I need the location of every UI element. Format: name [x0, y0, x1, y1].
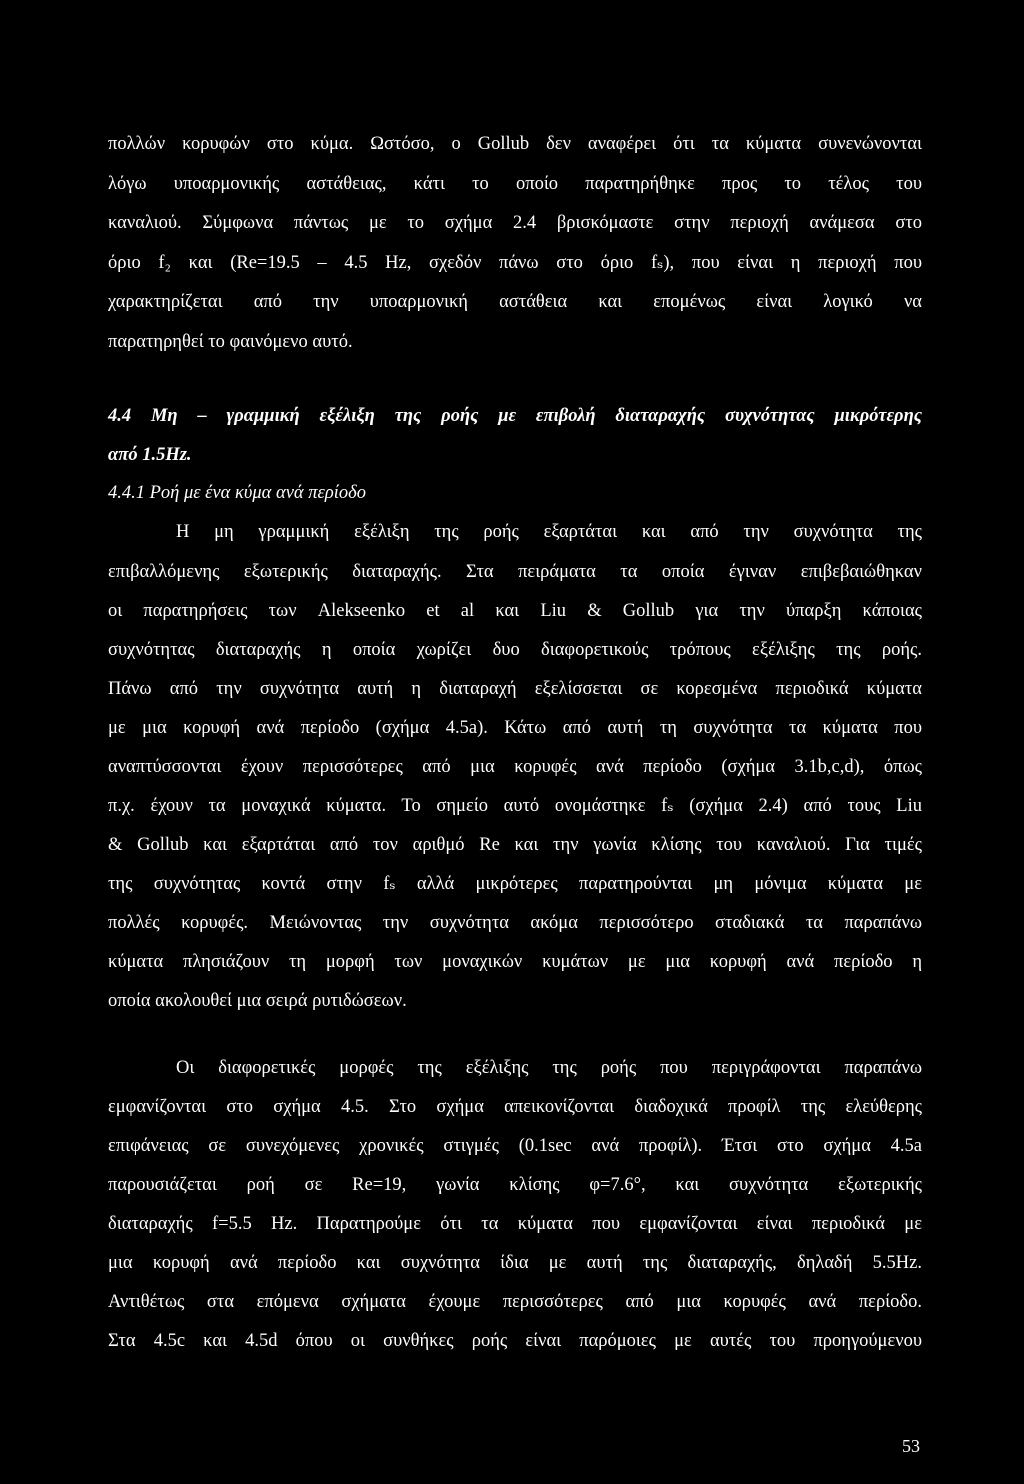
text-line: οι παρατηρήσεις των Alekseenko et al και Liu & Gollub για την ύπαρξη κάποιας	[108, 601, 922, 621]
subsection-heading: 4.4.1 Ροή με ένα κύμα ανά περίοδο	[108, 483, 366, 503]
text-line: Πάνω από την συχνότητα αυτή η διαταραχή εξελίσσεται σε κορεσμένα περιοδικά κύματα	[108, 679, 922, 699]
text-line: κύματα πλησιάζουν τη μορφή των μοναχικών κυμάτων με μια κορυφή ανά περίοδο η	[108, 952, 922, 972]
text-line: συχνότητας διαταραχής η οποία χωρίζει δυο διαφορετικούς τρόπους εξέλιξης της ροής.	[108, 640, 922, 660]
text-line: παρατηρηθεί το φαινόμενο αυτό.	[108, 332, 353, 352]
text-line: επιφάνειας σε συνεχόμενες χρονικές στιγμές (0.1sec ανά προφίλ). Έτσι στο σχήμα 4.5a	[108, 1136, 922, 1156]
text-line: καναλιού. Σύμφωνα πάντως με το σχήμα 2.4 βρισκόμαστε στην περιοχή ανάμεσα στο	[108, 213, 922, 233]
text-line: Οι διαφορετικές μορφές της εξέλιξης της ροής που περιγράφονται παραπάνω	[176, 1058, 922, 1078]
text-line: αναπτύσσονται έχουν περισσότερες από μια κορυφές ανά περίοδο (σχήμα 3.1b,c,d), όπως	[108, 757, 922, 777]
text-line: Στα 4.5c και 4.5d όπου οι συνθήκες ροής είναι παρόμοιες με αυτές του προηγούμενου	[108, 1331, 922, 1351]
text-line: όριο f₂ και (Re=19.5 – 4.5 Hz, σχεδόν πάνω στο όριο fₛ), που είναι η περιοχή που	[108, 253, 922, 273]
text-line: διαταραχής f=5.5 Hz. Παρατηρούμε ότι τα κύματα που εμφανίζονται είναι περιοδικά με	[108, 1214, 922, 1234]
text-line: π.χ. έχουν τα μοναχικά κύματα. Το σημείο αυτό ονομάστηκε fₛ (σχήμα 2.4) από τους Liu	[108, 796, 922, 816]
text-line: μια κορυφή ανά περίοδο και συχνότητα ίδια με αυτή της διαταραχής, δηλαδή 5.5Hz.	[108, 1253, 922, 1273]
text-line: εμφανίζονται στο σχήμα 4.5. Στο σχήμα απεικονίζονται διαδοχικά προφίλ της ελεύθερης	[108, 1097, 922, 1117]
text-line: Η μη γραμμική εξέλιξη της ροής εξαρτάται και από την συχνότητα της	[176, 522, 922, 542]
text-line: επιβαλλόμενης εξωτερικής διαταραχής. Στα πειράματα τα οποία έγιναν επιβεβαιώθηκαν	[108, 562, 922, 582]
text-line: της συχνότητας κοντά στην fₛ αλλά μικρότερες παρατηρούνται μη μόνιμα κύματα με	[108, 874, 922, 894]
section-heading: από 1.5Hz.	[108, 445, 192, 465]
text-line: παρουσιάζεται ροή σε Re=19, γωνία κλίσης φ=7.6°, και συχνότητα εξωτερικής	[108, 1175, 922, 1195]
text-line: χαρακτηρίζεται από την υποαρμονική αστάθεια και επομένως είναι λογικό να	[108, 292, 922, 312]
text-line: λόγω υποαρμονικής αστάθειας, κάτι το οποίο παρατηρήθηκε προς το τέλος του	[108, 174, 922, 194]
text-line: με μια κορυφή ανά περίοδο (σχήμα 4.5a). Κάτω από αυτή τη συχνότητα τα κύματα που	[108, 718, 922, 738]
text-line: & Gollub και εξαρτάται από τον αριθμό Re και την γωνία κλίσης του καναλιού. Για τιμές	[108, 835, 922, 855]
page-number: 53	[902, 1436, 920, 1456]
text-line: πολλές κορυφές. Μειώνοντας την συχνότητα ακόμα περισσότερο σταδιακά τα παραπάνω	[108, 913, 922, 933]
text-line: Αντιθέτως στα επόμενα σχήματα έχουμε περισσότερες από μια κορυφές ανά περίοδο.	[108, 1292, 922, 1312]
text-line: πολλών κορυφών στο κύμα. Ωστόσο, ο Gollub δεν αναφέρει ότι τα κύματα συνενώνονται	[108, 134, 922, 154]
section-heading: 4.4 Μη – γραμμική εξέλιξη της ροής με επιβολή διαταραχής συχνότητας μικρότερης	[108, 406, 922, 426]
text-line: οποία ακολουθεί μια σειρά ρυτιδώσεων.	[108, 991, 407, 1011]
